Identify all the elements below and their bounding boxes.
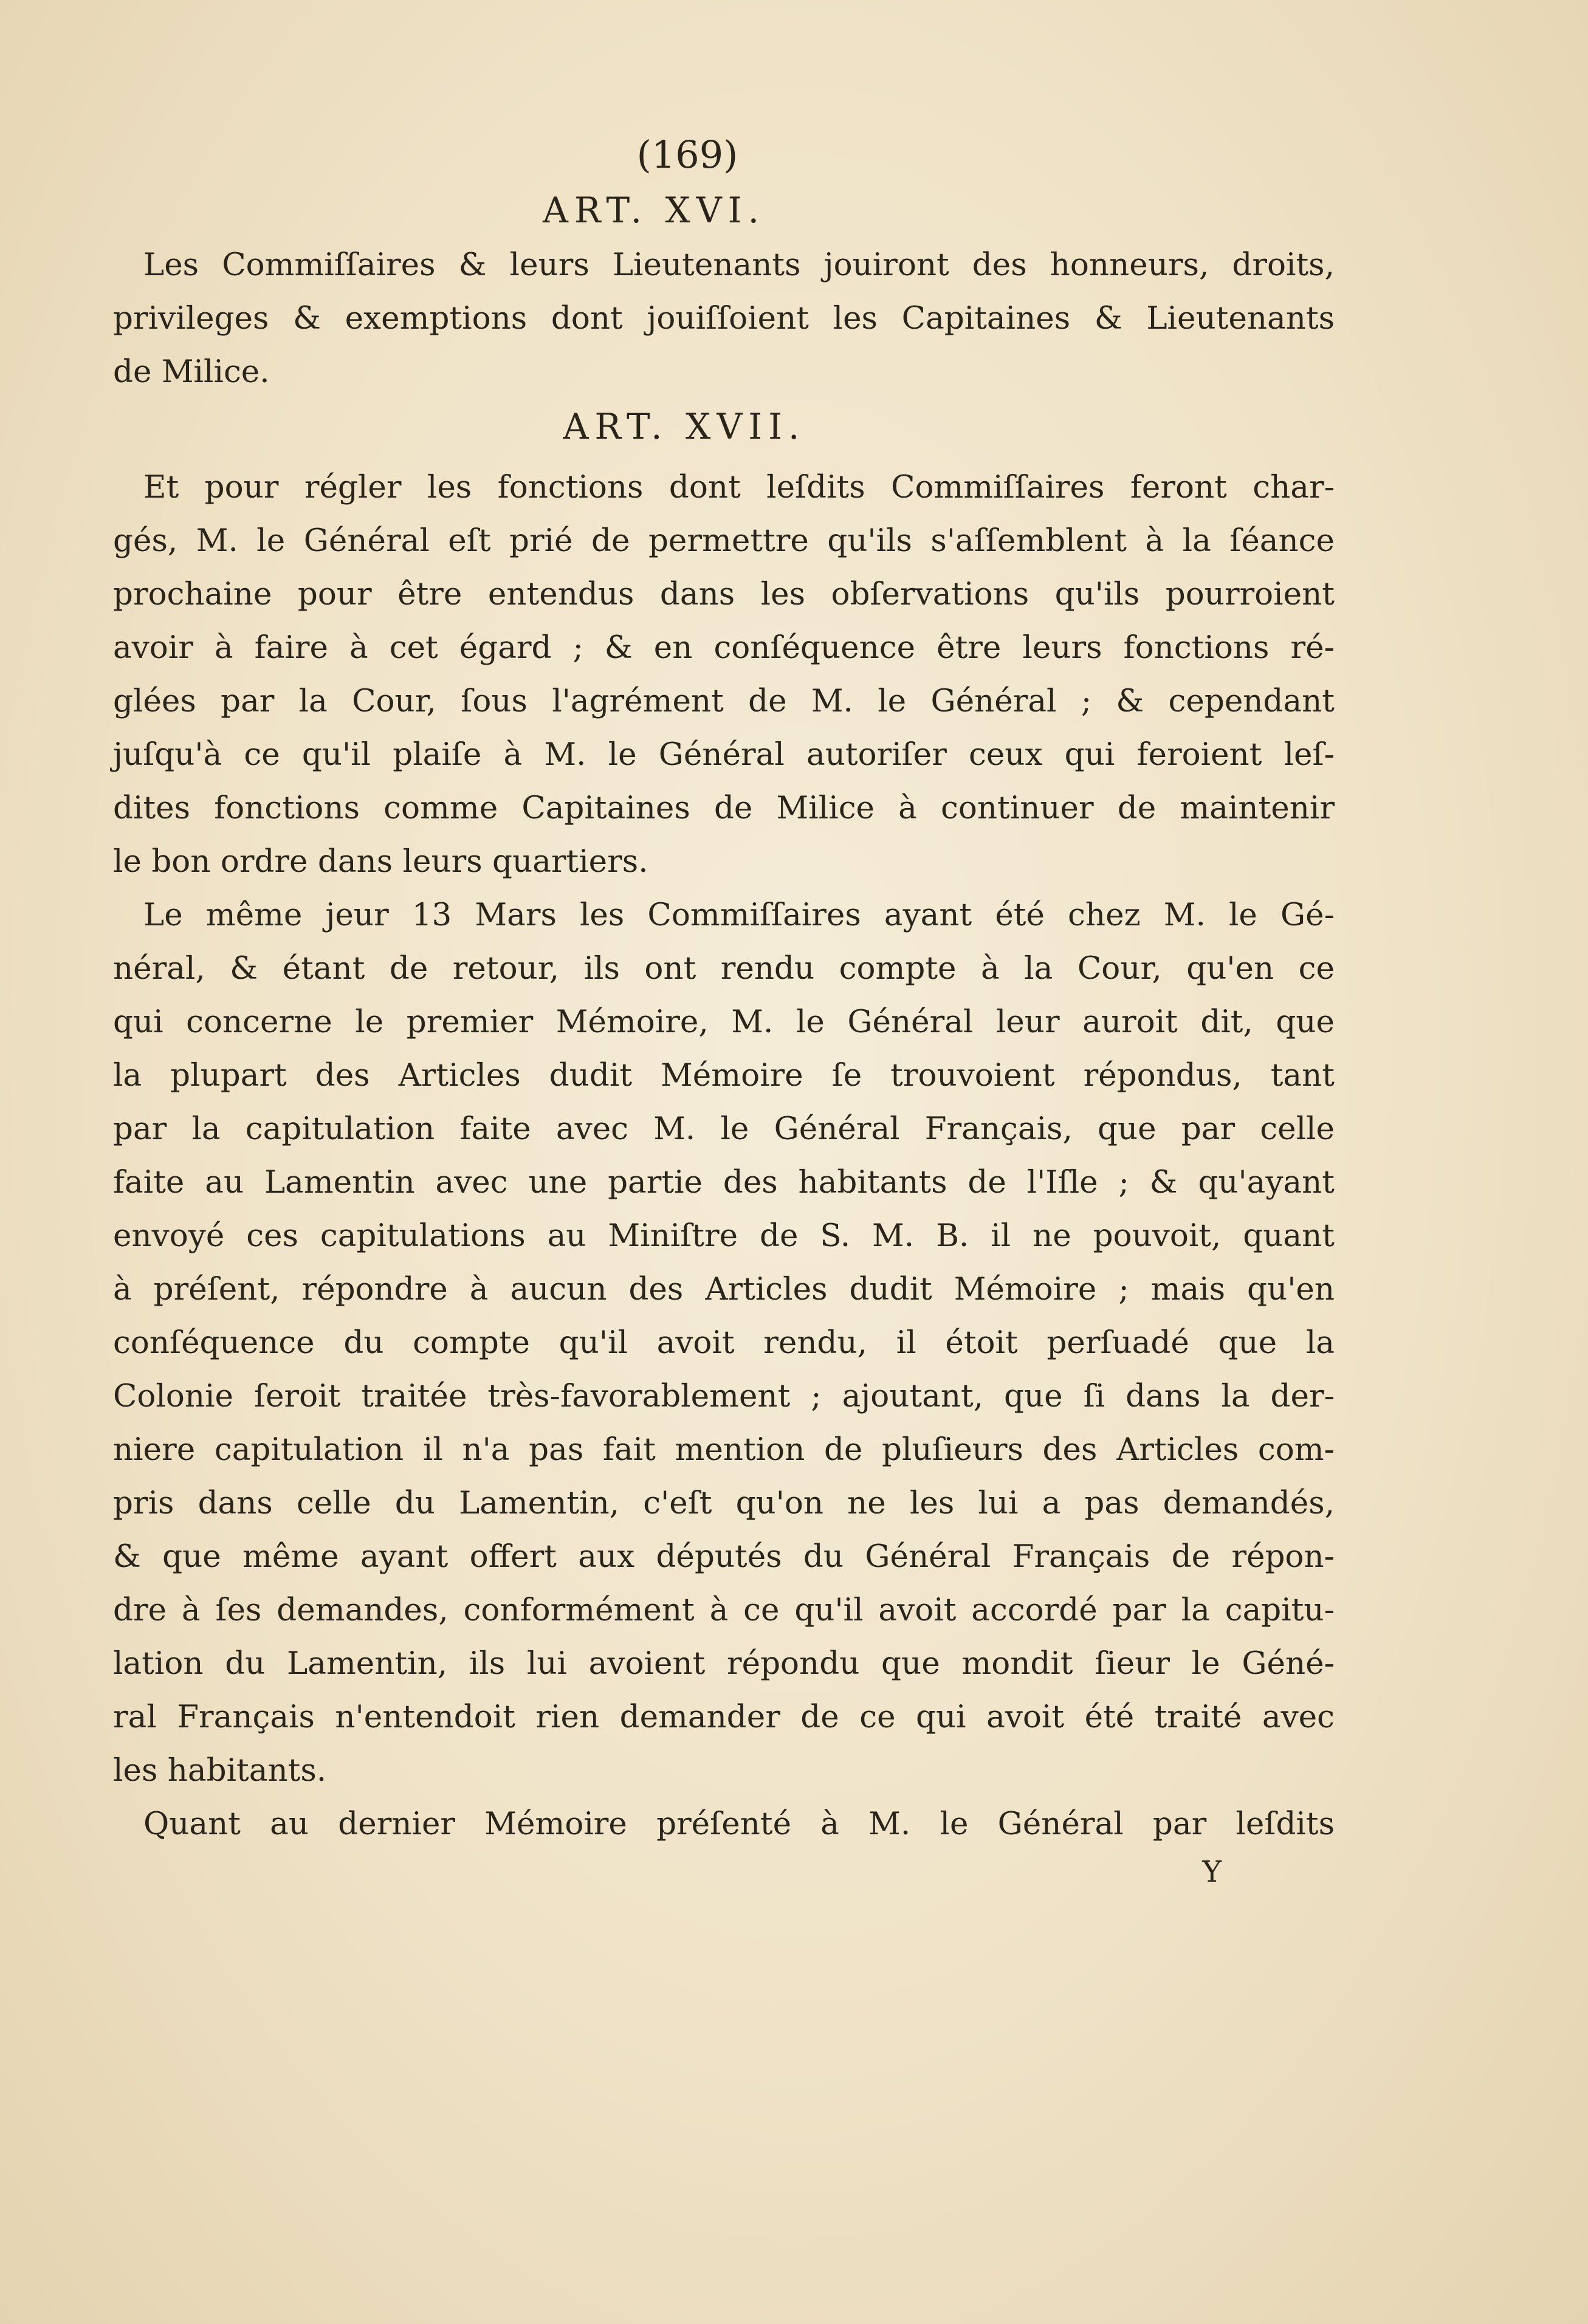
text-line: glées par la Cour, ſous l'agrément de M. le Général ; & cependant xyxy=(113,683,1335,719)
text-line: de Milice. xyxy=(113,354,270,390)
text-line: les habitants. xyxy=(113,1752,327,1789)
text-line: niere capitulation il n'a pas fait mention de pluſieurs des Articles com- xyxy=(113,1431,1335,1468)
text-line: envoyé ces capitulations au Miniſtre de S. M. B. il ne pouvoit, quant xyxy=(113,1218,1335,1254)
text-line: prochaine pour être entendus dans les obſervations qu'ils pourroient xyxy=(113,576,1335,612)
text-line: conſéquence du compte qu'il avoit rendu, il étoit perſuadé que la xyxy=(113,1325,1335,1361)
text-line: qui concerne le premier Mémoire, M. le Général leur auroit dit, que xyxy=(113,1004,1335,1040)
text-line: privileges & exemptions dont jouiſſoient les Capitaines & Lieutenants xyxy=(113,300,1335,337)
text-line: par la capitulation faite avec M. le Général Français, que par celle xyxy=(113,1111,1335,1147)
article-17-heading: ART. XVII. xyxy=(563,406,806,447)
text-line: Colonie ſeroit traitée très-favorablement ; ajoutant, que ſi dans la der- xyxy=(113,1378,1335,1414)
text-line: gés, M. le Général eſt prié de permettre qu'ils s'aſſemblent à la ſéance xyxy=(113,523,1335,559)
text-line: Quant au dernier Mémoire préſenté à M. le Général par leſdits xyxy=(143,1806,1335,1842)
text-line: dites fonctions comme Capitaines de Milice à continuer de maintenir xyxy=(113,790,1335,826)
text-line: dre à ſes demandes, conformément à ce qu'il avoit accordé par la capitu- xyxy=(113,1592,1335,1628)
catchword: Y xyxy=(1202,1855,1222,1889)
article-17-paragraph xyxy=(113,461,1335,888)
text-line: la plupart des Articles dudit Mémoire ſe trouvoient répondus, tant xyxy=(113,1057,1335,1094)
text-line: Les Commiſſaires & leurs Lieutenants jouiront des honneurs, droits, xyxy=(143,247,1335,283)
article-16-heading: ART. XVI. xyxy=(542,190,766,231)
text-line: Et pour régler les fonctions dont leſdits Commiſſaires feront char- xyxy=(143,469,1335,506)
text-line: à préſent, répondre à aucun des Articles dudit Mémoire ; mais qu'en xyxy=(113,1271,1335,1308)
text-line: le bon ordre dans leurs quartiers. xyxy=(113,843,648,880)
text-line: & que même ayant offert aux députés du Général Français de répon- xyxy=(113,1538,1335,1575)
text-line: avoir à faire à cet égard ; & en conſéquence être leurs fonctions ré- xyxy=(113,629,1335,666)
text-line: lation du Lamentin, ils lui avoient répondu que mondit ſieur le Géné- xyxy=(113,1645,1335,1682)
text-line: pris dans celle du Lamentin, c'eſt qu'on ne les lui a pas demandés, xyxy=(113,1485,1335,1521)
narrative-paragraph-1 xyxy=(113,888,1335,1797)
text-line: juſqu'à ce qu'il plaiſe à M. le Général autoriſer ceux qui feroient leſ- xyxy=(113,736,1335,773)
article-16-paragraph xyxy=(113,238,1335,399)
page-number: (169) xyxy=(636,132,738,177)
narrative-paragraph-2 xyxy=(113,1797,1335,1851)
page-text xyxy=(113,128,1335,1893)
text-line: néral, & étant de retour, ils ont rendu compte à la Cour, qu'en ce xyxy=(113,950,1335,987)
text-line: faite au Lamentin avec une partie des habitants de l'Iſle ; & qu'ayant xyxy=(113,1164,1335,1201)
text-line: Le même jeur 13 Mars les Commiſſaires ayant été chez M. le Gé- xyxy=(143,897,1335,933)
text-line: ral Français n'entendoit rien demander de ce qui avoit été traité avec xyxy=(113,1699,1335,1735)
